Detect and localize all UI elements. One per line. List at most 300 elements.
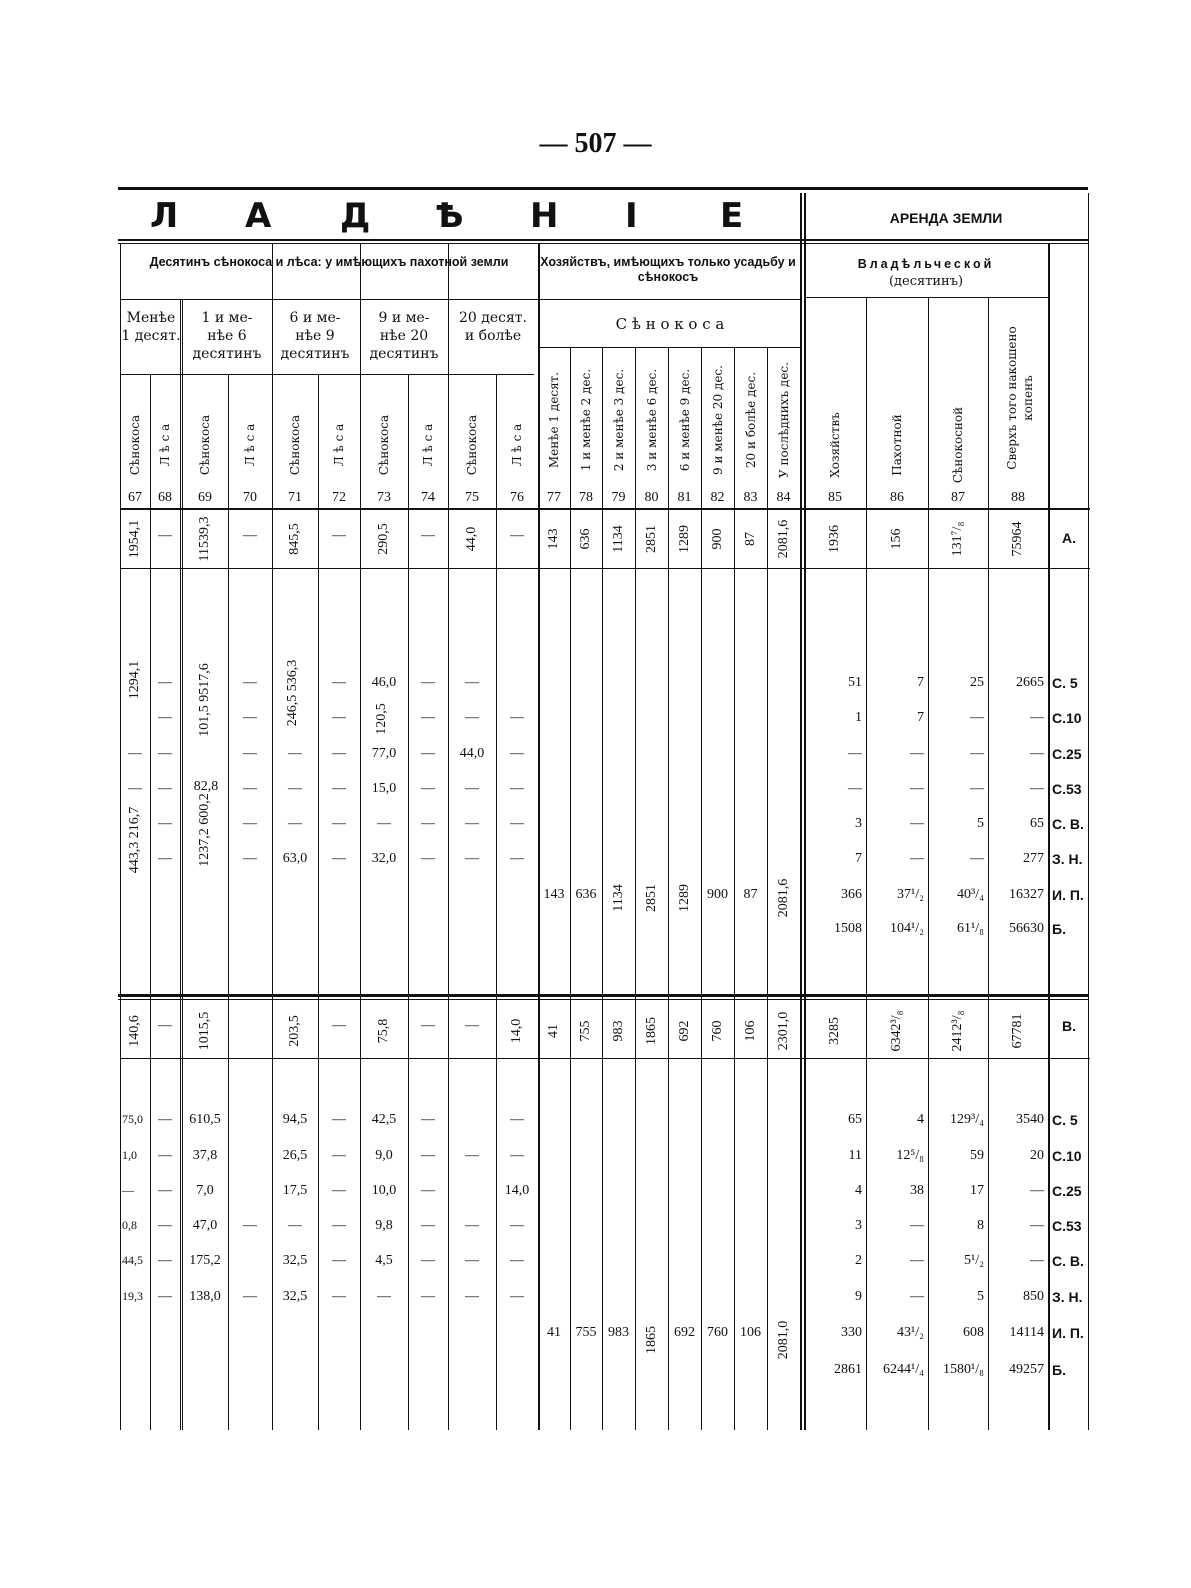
row-value: 32,5 <box>282 1289 308 1304</box>
sectionB-cell: — <box>332 1018 346 1033</box>
sectionA-cell: — <box>243 528 257 543</box>
row-value: 49257 <box>1009 1362 1044 1377</box>
row-value: — <box>1030 781 1044 796</box>
rot-value: 1289 <box>676 884 692 912</box>
row-value: 59 <box>970 1148 984 1163</box>
subgroup-s5: и болѣе <box>464 328 522 344</box>
sectionA-cell: 143 <box>546 528 561 550</box>
heading-letter: Е <box>720 196 746 236</box>
sectionB-cell: 6342³/₈ <box>889 1010 904 1052</box>
row-label: С.25 <box>1052 1183 1082 1199</box>
dash: — <box>158 710 172 725</box>
row-value: 12⁵/₈ <box>896 1148 924 1163</box>
column-rule <box>866 297 867 1430</box>
row-value: — <box>332 1112 346 1127</box>
col-number: 68 <box>158 490 172 505</box>
senokosa-title: С ѣ н о к о с а <box>615 315 725 333</box>
row-value: 65 <box>1030 816 1044 831</box>
dash: — <box>332 746 346 761</box>
row-value: 94,5 <box>282 1112 308 1127</box>
row-value: 77,0 <box>371 746 397 761</box>
row-value: 63,0 <box>282 851 308 866</box>
col-head-c78: 1 и менѣе 2 дес. <box>579 368 593 472</box>
row-value: — <box>910 851 924 866</box>
row-value: 692 <box>674 1325 695 1340</box>
row-value: 38 <box>910 1183 924 1198</box>
group-rule <box>120 299 800 300</box>
row-value: 4 <box>855 1183 862 1198</box>
row-value: — <box>421 1148 435 1163</box>
row-value: 106 <box>740 1325 761 1340</box>
sectionB-cell: 2301,0 <box>775 1011 791 1051</box>
col-number: 71 <box>288 490 302 505</box>
row-label: З. Н. <box>1052 851 1083 867</box>
dash: — <box>288 781 302 796</box>
subgroup-s5: 20 десят. <box>458 310 528 326</box>
subgroup-s1: Менѣе <box>126 310 176 326</box>
sectionA-cell: 1954,1 <box>127 519 142 559</box>
row-value: — <box>243 1289 257 1304</box>
row-value: — <box>910 781 924 796</box>
row-value: — <box>510 1253 524 1268</box>
col-number: 81 <box>677 490 692 505</box>
row-value: 82,8 <box>193 779 219 794</box>
sectionB-cell: 14,0 <box>509 1018 524 1044</box>
row-value: — <box>1030 1253 1044 1268</box>
sectionA-cell: 900 <box>709 528 725 550</box>
sectionB-cell: 983 <box>610 1020 626 1042</box>
dash: — <box>510 710 524 725</box>
row-value: 20 <box>1030 1148 1044 1163</box>
row-value: — <box>332 1253 346 1268</box>
row-value: 47,0 <box>192 1218 218 1233</box>
row-value: — <box>910 1218 924 1233</box>
dash: — <box>465 710 479 725</box>
subgroup-s3: десятинъ <box>280 346 350 362</box>
row-value: 25 <box>970 675 984 690</box>
dash: — <box>243 746 257 761</box>
row-value: — <box>421 1112 435 1127</box>
row-value: 15,0 <box>371 781 397 796</box>
col-head-c67: Сѣнокоса <box>128 414 142 476</box>
row-value: 3540 <box>1016 1112 1044 1127</box>
row-value: 6244¹/₄ <box>883 1362 924 1377</box>
rot-value: 2081,6 <box>775 878 791 918</box>
row-value: 43¹/₂ <box>897 1325 924 1340</box>
row-label: С.10 <box>1052 710 1082 726</box>
row-value: 5¹/₂ <box>964 1253 984 1268</box>
col-head-c83: 20 и болѣе дес. <box>743 371 758 469</box>
sectionB-cell: 3285 <box>827 1017 842 1045</box>
col-number: 79 <box>611 490 626 505</box>
row-value: — <box>1030 710 1044 725</box>
row-value: — <box>848 746 862 761</box>
row-value: 5 <box>977 816 984 831</box>
row-value: 143 <box>543 887 565 902</box>
col-head-c82: 9 и менѣе 20 дес. <box>710 365 725 475</box>
dash: — <box>332 851 346 866</box>
row-value: — <box>910 746 924 761</box>
group-title-3: Владѣльческой <box>857 257 995 271</box>
row-value: 61¹/₈ <box>957 921 984 936</box>
column-rule <box>120 243 121 1430</box>
row-value: 277 <box>1023 851 1044 866</box>
row-value: — <box>465 1289 479 1304</box>
row-value: 2665 <box>1016 675 1044 690</box>
row-value: 636 <box>575 887 597 902</box>
col-head-c74: Л ѣ с а <box>421 423 435 467</box>
row-value: 1580¹/₈ <box>943 1362 984 1377</box>
col-head-c84: У послѣднихъ дес. <box>776 362 791 478</box>
column-rule <box>408 374 409 1430</box>
row-value: 41 <box>547 1325 561 1340</box>
col-head-c76: Л ѣ с а <box>510 423 524 467</box>
sectionB-cell: 106 <box>742 1020 758 1042</box>
row-value: — <box>377 1289 391 1304</box>
row-value: 10,0 <box>371 1183 397 1198</box>
col-number: 70 <box>243 490 257 505</box>
heading-letter: І <box>625 196 640 236</box>
senokos-rule <box>540 347 800 348</box>
sectionA-cell: 845,5 <box>287 523 302 555</box>
heading-rule <box>118 239 1088 241</box>
sectionA-cell: 44,0 <box>464 526 479 552</box>
sectionB-cell: 755 <box>578 1020 593 1042</box>
col-head-c80: 3 и менѣе 6 дес. <box>644 368 659 472</box>
row-value: 8 <box>977 1218 984 1233</box>
row-value: 11 <box>848 1148 862 1163</box>
dash: — <box>465 781 479 796</box>
rot-value: 2851 <box>643 884 659 912</box>
row-value: 26,5 <box>282 1148 308 1163</box>
sectionB-cell: 140,6 <box>127 1015 142 1047</box>
dash: — <box>421 851 435 866</box>
group-rule-right <box>804 297 1048 298</box>
sectionA-cell: 75964 <box>1010 521 1025 557</box>
row-value: 17 <box>970 1183 984 1198</box>
sectionB-total-rule <box>120 1058 1090 1059</box>
dash: — <box>332 675 346 690</box>
subgroup-s2: нѣе 6 <box>207 328 247 344</box>
col-head-c69: Сѣнокоса <box>198 414 212 476</box>
row-value: — <box>970 746 984 761</box>
column-rule <box>988 297 989 1430</box>
col-head-c85: Хозяйствъ <box>828 412 842 478</box>
sectionA-cell: 2851 <box>643 525 659 553</box>
row-value: — <box>970 781 984 796</box>
row-value: — <box>158 1253 172 1268</box>
dash: — <box>510 781 524 796</box>
subgroup-s3: нѣе 9 <box>295 328 335 344</box>
column-rule <box>228 374 229 1430</box>
row-value: — <box>421 1218 435 1233</box>
row-value: — <box>421 1289 435 1304</box>
sectionA-cell: — <box>421 528 435 543</box>
dash: — <box>465 675 479 690</box>
col-number: 69 <box>198 490 212 505</box>
col-number: 73 <box>377 490 391 505</box>
heading-letter: Н <box>530 196 561 236</box>
row-value: 3 <box>855 816 862 831</box>
row-value: — <box>332 1148 346 1163</box>
sectionA-total-rule <box>120 568 1090 569</box>
column-rule <box>1048 243 1050 1430</box>
dash: — <box>421 675 435 690</box>
column-rule <box>800 193 802 1430</box>
row-value: — <box>332 1289 346 1304</box>
dash: — <box>158 816 172 831</box>
dash: — <box>243 816 257 831</box>
subgroup-s4: нѣе 20 <box>379 328 429 344</box>
dash: — <box>158 675 172 690</box>
group-title-3-sub: (десятинъ) <box>888 274 964 289</box>
sectionA-cell: 1936 <box>827 525 842 553</box>
heading-letter: Ѣ <box>435 196 466 236</box>
sectionB-cell: — <box>421 1018 435 1033</box>
dash: — <box>510 746 524 761</box>
rot-value: 1294,1 <box>127 660 142 700</box>
row-value: 46,0 <box>371 675 397 690</box>
column-rule <box>272 243 273 1430</box>
row-value: — <box>970 710 984 725</box>
dash: — <box>421 746 435 761</box>
sectionB-cell: 41 <box>546 1024 561 1038</box>
row-value: 3 <box>855 1218 862 1233</box>
col-head-c79: 2 и менѣе 3 дес. <box>611 368 626 472</box>
heading-letter: Л <box>150 196 181 236</box>
column-rule <box>635 347 636 1430</box>
row-label: И. П. <box>1052 887 1084 903</box>
col-head-c86: Пахотной <box>890 414 904 476</box>
column-rule <box>448 243 449 1430</box>
col-number: 78 <box>579 490 593 505</box>
col-number: 77 <box>547 490 561 505</box>
sectionB-cell: — <box>465 1018 479 1033</box>
sectionB-cell: 692 <box>676 1020 692 1042</box>
column-rule <box>928 297 929 1430</box>
row-value: 5 <box>977 1289 984 1304</box>
row-value: 7,0 <box>196 1183 214 1198</box>
dash: — <box>465 851 479 866</box>
sectionA-cell: — <box>510 528 524 543</box>
row-label: З. Н. <box>1052 1289 1083 1305</box>
column-rule <box>318 374 319 1430</box>
rot-value: 246,5 536,3 <box>285 659 300 727</box>
dash: — <box>332 816 346 831</box>
dash: — <box>465 816 479 831</box>
col-head-c87: Сѣнокосной <box>951 406 965 484</box>
dash: — <box>288 816 302 831</box>
row-value: 129³/₄ <box>950 1112 984 1127</box>
row-value: 138,0 <box>189 1289 221 1304</box>
row-value: 7 <box>917 675 924 690</box>
sectionA-cell: 131⁷/₈ <box>950 521 965 557</box>
dash: — <box>243 675 257 690</box>
row-value: — <box>158 1183 172 1198</box>
sectionA-cell: — <box>158 528 172 543</box>
sectionA-cell: 1289 <box>676 525 692 553</box>
rot-value: 1865 <box>643 1326 659 1354</box>
row-value: 983 <box>608 1325 629 1340</box>
col-number: 88 <box>1011 490 1025 505</box>
col-head-c88-b: копенъ <box>1021 375 1035 421</box>
row-label: С. 5 <box>1052 1112 1078 1128</box>
row-value: — <box>158 1218 172 1233</box>
dash: — <box>421 710 435 725</box>
rot-value: 1134 <box>610 884 626 912</box>
rot-value: 120,5 <box>374 703 389 735</box>
column-rule <box>538 243 540 1430</box>
row-value: 4,5 <box>375 1253 393 1268</box>
row-value: 87 <box>743 887 758 902</box>
row-value: — <box>158 1112 172 1127</box>
col-number: 80 <box>644 490 659 505</box>
sectionA-label: А. <box>1062 530 1076 546</box>
row-value: — <box>158 1148 172 1163</box>
row-label: С.53 <box>1052 781 1082 797</box>
dash: — <box>510 816 524 831</box>
row-value: — <box>332 1218 346 1233</box>
dash: — <box>243 710 257 725</box>
dash: — <box>288 746 302 761</box>
column-rule <box>496 374 497 1430</box>
row-value: 2 <box>855 1253 862 1268</box>
dash: — <box>332 710 346 725</box>
dash: — <box>158 746 172 761</box>
row-value: 9 <box>855 1289 862 1304</box>
dash: — <box>128 746 142 761</box>
sectionB-cell: 203,5 <box>287 1015 302 1047</box>
row-value: — <box>510 1148 524 1163</box>
sectionB-cell: 1015,5 <box>197 1011 212 1051</box>
subgroup-s3: 6 и ме- <box>289 310 341 326</box>
rot-value: 2081,0 <box>775 1320 791 1360</box>
row-label: И. П. <box>1052 1325 1084 1341</box>
row-value: 2861 <box>834 1362 862 1377</box>
colnum-rule <box>120 508 1090 510</box>
sectionA-cell: 2081,6 <box>775 519 791 559</box>
sectionA-cell: 87 <box>742 532 758 546</box>
row-value: — <box>421 1253 435 1268</box>
dash: — <box>158 851 172 866</box>
dash: — <box>332 781 346 796</box>
row-value: 37¹/₂ <box>897 887 924 902</box>
sectionB-cell: — <box>158 1018 172 1033</box>
rot-value: 443,3 216,7 <box>127 806 142 874</box>
rot-value: 1237,2 600,2 <box>197 793 212 867</box>
col-number: 76 <box>510 490 524 505</box>
heading-right: АРЕНДА ЗЕМЛИ <box>889 210 1003 226</box>
dash: — <box>128 781 142 796</box>
row-value: 7 <box>917 710 924 725</box>
row-value: 9,8 <box>375 1218 393 1233</box>
row-value: 14,0 <box>504 1183 530 1198</box>
col-number: 67 <box>128 490 142 505</box>
row-value: 0,8 <box>122 1218 137 1232</box>
subgroup-s1: 1 десят. <box>121 328 181 344</box>
row-label: С. 5 <box>1052 675 1078 691</box>
dash: — <box>243 851 257 866</box>
row-value: 40³/₄ <box>957 887 984 902</box>
row-value: — <box>510 1112 524 1127</box>
col-number: 86 <box>890 490 904 505</box>
row-value: 608 <box>963 1325 984 1340</box>
row-value: 42,5 <box>371 1112 397 1127</box>
dash: — <box>421 816 435 831</box>
col-head-c73: Сѣнокоса <box>377 414 391 476</box>
row-value: — <box>970 851 984 866</box>
row-value: 37,8 <box>192 1148 218 1163</box>
col-head-c81: 6 и менѣе 9 дес. <box>677 368 692 472</box>
sectionB-label: В. <box>1062 1018 1076 1034</box>
sectionA-cell: 290,5 <box>376 523 391 555</box>
row-label: С.25 <box>1052 746 1082 762</box>
row-value: — <box>465 1218 479 1233</box>
col-head-c75: Сѣнокоса <box>465 414 479 476</box>
row-value: — <box>910 1289 924 1304</box>
subgroup-s2: 1 и ме- <box>201 310 253 326</box>
heading-letter: А <box>245 196 274 236</box>
row-value: 1 <box>855 710 862 725</box>
dash: — <box>158 781 172 796</box>
page-number: — 507 — <box>539 128 652 159</box>
row-value: — <box>1030 1183 1044 1198</box>
row-value: — <box>122 1183 134 1197</box>
sectionB-cell: 67781 <box>1010 1013 1025 1049</box>
row-value: 44,0 <box>459 746 485 761</box>
dash: — <box>421 781 435 796</box>
sectionB-top-rule-2 <box>118 999 1088 1000</box>
sectionA-cell: 1134 <box>610 525 626 553</box>
row-value: — <box>1030 746 1044 761</box>
row-value: — <box>465 1253 479 1268</box>
row-label: С.53 <box>1052 1218 1082 1234</box>
row-value: 51 <box>848 675 862 690</box>
row-value: 44,5 <box>122 1253 143 1267</box>
row-value: — <box>910 1253 924 1268</box>
row-value: — <box>848 781 862 796</box>
row-value: 19,3 <box>122 1289 143 1303</box>
row-value: — <box>910 816 924 831</box>
row-label: Б. <box>1052 1362 1066 1378</box>
row-value: 366 <box>841 887 862 902</box>
column-rule <box>668 347 669 1430</box>
col-number: 87 <box>951 490 965 505</box>
sectionB-cell: 75,8 <box>376 1018 391 1044</box>
row-value: 755 <box>575 1325 597 1340</box>
row-value: 1,0 <box>122 1148 137 1162</box>
row-value: — <box>465 1148 479 1163</box>
heading-rule-2 <box>118 243 1088 244</box>
col-head-c77: Менѣе 1 десят. <box>547 371 561 469</box>
sectionA-cell: 156 <box>889 528 904 550</box>
row-value: 900 <box>707 887 728 902</box>
col-head-c71: Сѣнокоса <box>288 414 302 476</box>
col-head-c70: Л ѣ с а <box>243 423 257 467</box>
top-rule <box>118 187 1088 190</box>
row-value: 16327 <box>1009 887 1044 902</box>
row-value: 104¹/₂ <box>890 921 924 936</box>
row-label: С.10 <box>1052 1148 1082 1164</box>
col-head-c68: Л ѣ с а <box>158 423 172 467</box>
heading-letter: Д <box>340 196 373 236</box>
row-value: — <box>243 1218 257 1233</box>
row-value: 330 <box>841 1325 862 1340</box>
row-value: — <box>1030 1218 1044 1233</box>
col-number: 83 <box>743 490 758 505</box>
col-number: 72 <box>332 490 346 505</box>
col-number: 84 <box>776 490 791 505</box>
